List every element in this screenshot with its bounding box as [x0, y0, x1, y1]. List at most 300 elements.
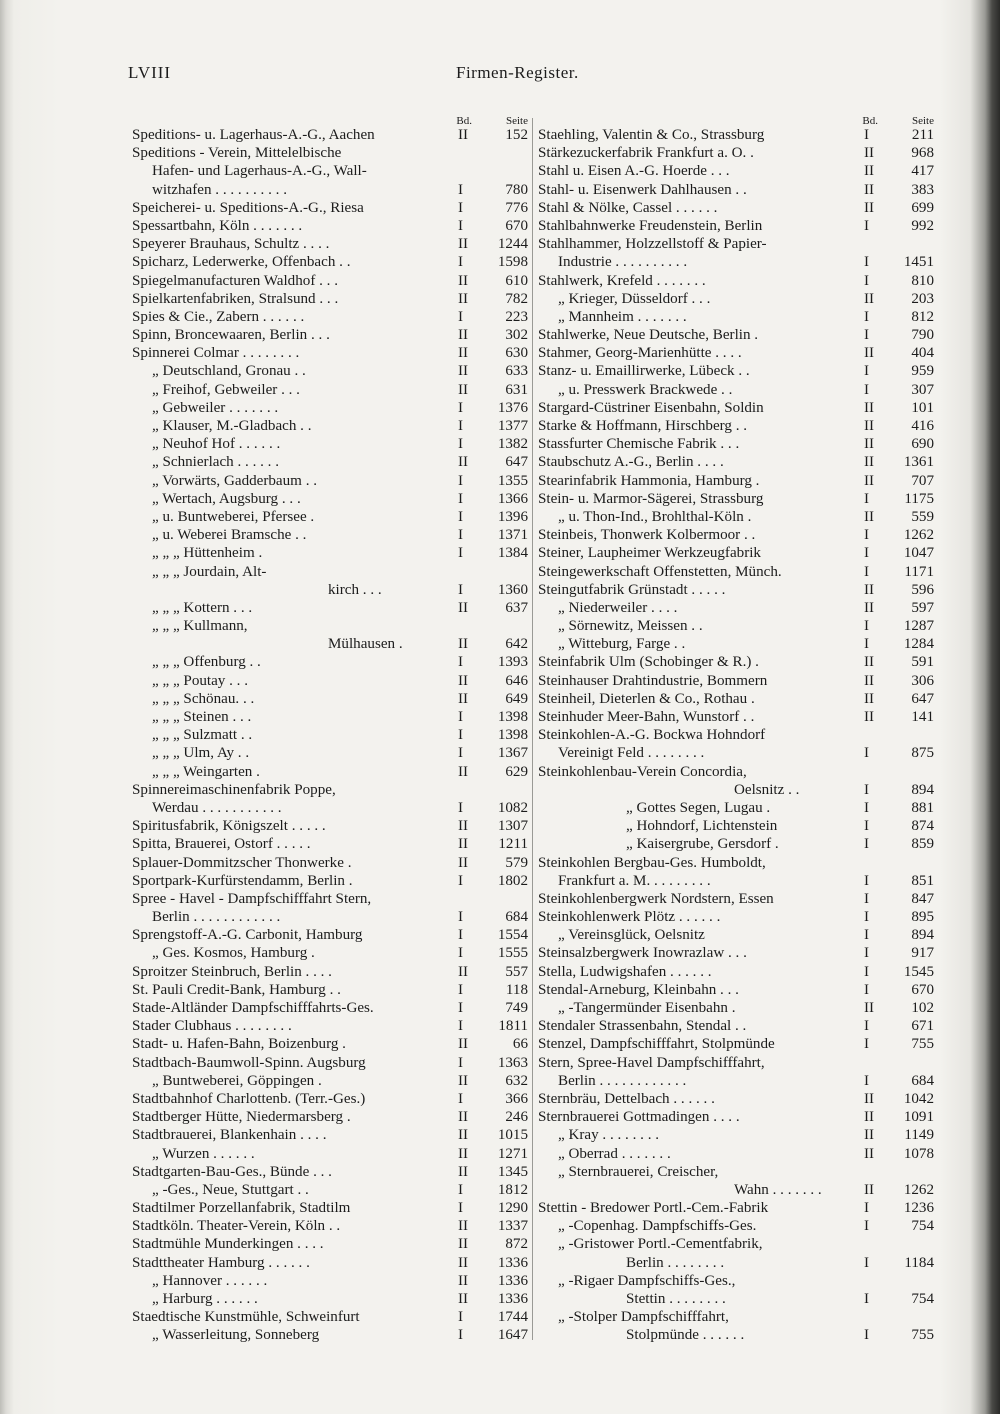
company-name: Spiritusfabrik, Königszelt . . . . .	[132, 818, 326, 835]
register-entry	[132, 963, 528, 981]
volume-number: I	[458, 927, 464, 944]
volume-number: I	[458, 799, 464, 816]
company-name: Staedtische Kunstmühle, Schweinfurt	[132, 1309, 360, 1326]
volume-number: II	[458, 818, 469, 835]
company-name: Stadtgarten-Bau-Ges., Bünde . . .	[132, 1163, 332, 1180]
page-reference: 812	[911, 308, 934, 325]
register-entry	[132, 926, 528, 944]
page-reference: 810	[911, 272, 934, 289]
volume-number: I	[864, 963, 870, 980]
page-reference: 1812	[497, 1181, 528, 1198]
register-entry	[538, 1326, 934, 1344]
volume-number: I	[458, 909, 464, 926]
company-name: Stader Clubhaus . . . . . . . .	[132, 1018, 292, 1035]
register-entry	[132, 1217, 528, 1235]
register-entry	[538, 872, 934, 890]
company-name: Stadttheater Hamburg . . . . . .	[132, 1254, 310, 1271]
company-name: Stahlbahnwerke Freudenstein, Berlin	[538, 217, 763, 234]
page-reference: 894	[911, 781, 934, 798]
page-reference: 1371	[497, 527, 528, 544]
company-name: „ Wertach, Augsburg . . .	[152, 490, 301, 507]
page-reference: 246	[505, 1109, 528, 1126]
page-number: LVIII	[128, 63, 172, 82]
register-entry	[538, 526, 934, 544]
volume-number: II	[864, 508, 875, 525]
register-entry	[132, 1254, 528, 1272]
volume-number: I	[864, 254, 870, 271]
volume-number: I	[458, 254, 464, 271]
page-reference: 894	[911, 927, 934, 944]
volume-number: II	[458, 1127, 469, 1144]
company-name: „ Kaisergrube, Gersdorf .	[626, 836, 779, 853]
volume-number: I	[458, 436, 464, 453]
volume-number: II	[458, 1218, 469, 1235]
company-name: Steinkohlenbau-Verein Concordia,	[538, 763, 747, 780]
register-entry	[538, 235, 934, 253]
company-name: Speicherei- u. Speditions-A.-G., Riesa	[132, 199, 364, 216]
company-name: „ Harburg . . . . . .	[152, 1291, 258, 1307]
page-reference: 684	[505, 909, 528, 926]
page-reference: 690	[911, 436, 934, 453]
page-reference: 1262	[903, 527, 934, 544]
volume-number: I	[458, 1054, 464, 1071]
company-name: „ Mannheim . . . . . . .	[558, 308, 687, 325]
volume-number: II	[458, 381, 469, 398]
page-reference: 1336	[497, 1254, 528, 1271]
page-reference: 642	[505, 636, 528, 653]
company-name: „ „ „ Kullmann,	[152, 618, 248, 635]
page-reference: 1393	[497, 654, 528, 671]
volume-number: II	[864, 163, 875, 180]
volume-number: I	[864, 327, 870, 344]
volume-number: I	[864, 1291, 870, 1307]
page-reference: 579	[505, 854, 528, 871]
register-entry	[132, 726, 528, 744]
volume-number: I	[864, 1327, 870, 1344]
company-name: Stadtbrauerei, Blankenhain . . . .	[132, 1127, 327, 1144]
register-entry	[538, 1272, 934, 1290]
volume-number: II	[458, 363, 469, 380]
register-entry	[538, 1254, 934, 1272]
company-name: Mülhausen .	[328, 636, 403, 653]
register-entry	[538, 1017, 934, 1035]
volume-number: II	[864, 290, 875, 307]
register-entry	[132, 944, 528, 962]
volume-number: I	[458, 727, 464, 744]
register-entry	[132, 1199, 528, 1217]
register-entry	[538, 217, 934, 235]
register-entry	[538, 1108, 934, 1126]
company-name: Steinhauser Drahtindustrie, Bommern	[538, 672, 768, 689]
page-reference: 383	[911, 181, 934, 198]
volume-number: I	[458, 1018, 464, 1035]
company-name: „ u. Weberei Bramsche . .	[152, 527, 307, 544]
page-reference: 684	[911, 1072, 934, 1089]
volume-number: I	[864, 981, 870, 998]
volume-number: I	[864, 217, 870, 234]
company-name: Speditions - Verein, Mittelelbische	[132, 145, 342, 162]
page-reference: 670	[911, 981, 934, 998]
company-name: St. Pauli Credit-Bank, Hamburg . .	[132, 981, 341, 998]
volume-number: I	[458, 745, 464, 762]
page-reference: 1236	[903, 1200, 934, 1217]
company-name: Steinkohlen Bergbau-Ges. Humboldt,	[538, 854, 766, 871]
company-name: „ Freihof, Gebweiler . . .	[152, 381, 300, 398]
company-name: Sproitzer Steinbruch, Berlin . . . .	[132, 963, 332, 980]
register-entry	[538, 672, 934, 690]
volume-number: I	[864, 872, 870, 889]
page-reference: 559	[911, 508, 934, 525]
register-entry	[132, 399, 528, 417]
volume-number: I	[864, 308, 870, 325]
page-reference: 1744	[497, 1309, 528, 1326]
page-reference: 749	[505, 1000, 528, 1016]
company-name: Werdau . . . . . . . . . . .	[152, 799, 282, 816]
register-entry	[538, 1035, 934, 1053]
register-entry	[538, 581, 934, 599]
page-reference: 754	[911, 1291, 934, 1307]
register-entry	[132, 308, 528, 326]
volume-number: II	[864, 1109, 875, 1126]
page-reference: 118	[505, 981, 528, 998]
page-reference: 306	[911, 672, 934, 689]
page-reference: 776	[505, 199, 528, 216]
register-entry	[538, 253, 934, 271]
company-name: Stein- u. Marmor-Sägerei, Strassburg	[538, 490, 764, 507]
page-reference: 895	[911, 909, 934, 926]
register-entry	[538, 399, 934, 417]
page-reference: 1149	[904, 1127, 934, 1144]
company-name: Stern, Spree-Havel Dampfschifffahrt,	[538, 1054, 765, 1071]
company-name: „ „ „ Jourdain, Alt-	[152, 563, 267, 580]
register-entry	[538, 1126, 934, 1144]
register-entry	[538, 1217, 934, 1235]
company-name: „ Buntweberei, Göppingen .	[152, 1072, 322, 1089]
register-entry	[132, 381, 528, 399]
company-name: „ u. Presswerk Brackwede . .	[558, 381, 733, 398]
volume-number: II	[864, 690, 875, 707]
volume-number: I	[458, 308, 464, 325]
company-name: Stadtberger Hütte, Niedermarsberg .	[132, 1109, 351, 1126]
company-name: „ „ „ Weingarten .	[152, 763, 260, 780]
register-entry	[132, 981, 528, 999]
company-name: Frankfurt a. M. . . . . . . . .	[558, 872, 711, 889]
volume-number: I	[458, 1000, 464, 1016]
volume-number: I	[864, 1072, 870, 1089]
register-entry	[538, 617, 934, 635]
company-name: Stahlhammer, Holzzellstoff & Papier-	[538, 236, 767, 253]
page-header: Seite	[912, 115, 934, 127]
register-entry	[538, 544, 934, 562]
register-entry	[132, 1308, 528, 1326]
company-name: Stendaler Strassenbahn, Stendal . .	[538, 1018, 747, 1035]
page-reference: 1271	[497, 1145, 528, 1162]
register-entry	[538, 290, 934, 308]
register-entry	[132, 1145, 528, 1163]
company-name: Stella, Ludwigshafen . . . . . .	[538, 963, 712, 980]
company-name: Spree - Havel - Dampfschifffahrt Stern,	[132, 890, 372, 907]
register-entry	[538, 726, 934, 744]
page-reference: 859	[911, 836, 934, 853]
company-name: Spielkartenfabriken, Stralsund . . .	[132, 290, 339, 307]
volume-number: II	[864, 418, 875, 434]
company-name: Stärkezuckerfabrik Frankfurt a. O. .	[538, 145, 754, 162]
register-entry	[132, 1235, 528, 1253]
volume-number: I	[864, 1036, 870, 1053]
page-reference: 596	[911, 581, 934, 598]
volume-number: II	[458, 1109, 469, 1126]
page-reference: 417	[911, 163, 934, 180]
page-reference: 755	[911, 1036, 934, 1053]
volume-number: I	[458, 472, 464, 489]
register-entry	[538, 854, 934, 872]
company-name: Sprengstoff-A.-G. Carbonit, Hamburg	[132, 927, 363, 944]
company-name: „ Hannover . . . . . .	[152, 1272, 268, 1289]
page-reference: 1284	[903, 636, 934, 653]
register-entry	[132, 272, 528, 290]
volume-number: II	[458, 836, 469, 853]
company-name: Spessartbahn, Köln . . . . . . .	[132, 217, 303, 234]
company-name: „ Vorwärts, Gadderbaum . .	[152, 472, 318, 489]
page-reference: 1554	[497, 927, 528, 944]
register-entry	[538, 308, 934, 326]
volume-number: II	[864, 599, 875, 616]
company-name: Stearinfabrik Hammonia, Hamburg .	[538, 472, 760, 489]
page-reference: 1366	[497, 490, 528, 507]
register-entry	[132, 763, 528, 781]
register-entry	[132, 1181, 528, 1199]
page-reference: 782	[505, 290, 528, 307]
volume-number: II	[458, 1163, 469, 1180]
register-entry	[538, 781, 934, 799]
register-entry	[538, 653, 934, 671]
page-reference: 1647	[497, 1327, 528, 1344]
page-reference: 872	[505, 1236, 528, 1253]
register-entry	[538, 1072, 934, 1090]
page-reference: 1376	[497, 399, 528, 416]
company-name: Stadtilmer Porzellanfabrik, Stadtilm	[132, 1200, 351, 1217]
register-entry	[132, 817, 528, 835]
volume-number: II	[864, 709, 875, 725]
page-reference: 1184	[904, 1254, 934, 1271]
page-reference: 404	[911, 345, 934, 362]
volume-number: II	[864, 672, 875, 689]
volume-number: I	[864, 381, 870, 398]
company-name: „ Deutschland, Gronau . .	[152, 363, 306, 380]
register-entry	[132, 508, 528, 526]
company-name: witzhafen . . . . . . . . . .	[152, 181, 287, 198]
volume-number: II	[458, 1291, 469, 1307]
volume-number: I	[458, 527, 464, 544]
page-reference: 1598	[497, 254, 528, 271]
volume-number: I	[864, 618, 870, 635]
register-entry	[132, 472, 528, 490]
company-name: Stargard-Cüstriner Eisenbahn, Soldin	[538, 399, 764, 416]
page-reference: 1363	[497, 1054, 528, 1071]
register-entry	[132, 417, 528, 435]
company-name: Spies & Cie., Zabern . . . . . .	[132, 308, 305, 325]
register-entry	[132, 581, 528, 599]
page-reference: 649	[505, 690, 528, 707]
volume-number: I	[864, 1218, 870, 1235]
register-entry	[538, 799, 934, 817]
page-reference: 416	[911, 418, 934, 434]
company-name: kirch . . .	[328, 581, 382, 598]
volume-number: I	[864, 563, 870, 580]
company-name: Steinkohlenbergwerk Nordstern, Essen	[538, 890, 774, 907]
volume-number: II	[864, 472, 875, 489]
company-name: Stadtmühle Munderkingen . . . .	[132, 1236, 324, 1253]
page-reference: 631	[505, 381, 528, 398]
column-header	[538, 110, 934, 126]
volume-number: II	[864, 1145, 875, 1162]
register-entry	[538, 744, 934, 762]
register-entry	[132, 1163, 528, 1181]
volume-number: II	[864, 1090, 875, 1107]
volume-number: I	[458, 1327, 464, 1344]
volume-number: I	[864, 818, 870, 835]
volume-number: I	[864, 527, 870, 544]
register-entry	[132, 344, 528, 362]
volume-number: II	[458, 599, 469, 616]
page-reference: 610	[505, 272, 528, 289]
register-entry	[538, 344, 934, 362]
register-entry	[538, 890, 934, 908]
volume-number: I	[864, 799, 870, 816]
page-reference: 102	[911, 1000, 934, 1016]
page-reference: 1377	[497, 418, 528, 434]
column-divider	[532, 118, 533, 1340]
page-reference: 1336	[497, 1291, 528, 1307]
page-reference: 968	[911, 145, 934, 162]
register-entry	[132, 908, 528, 926]
page-title: Firmen-Register.	[456, 63, 579, 82]
volume-number: II	[864, 1127, 875, 1144]
company-name: Starke & Hoffmann, Hirschberg . .	[538, 418, 748, 434]
page-reference: 1811	[498, 1018, 528, 1035]
volume-number: II	[458, 127, 469, 143]
company-name: Staubschutz A.-G., Berlin . . . .	[538, 454, 724, 471]
register-entry	[132, 362, 528, 380]
page-reference: 875	[911, 745, 934, 762]
column-header	[132, 110, 528, 126]
company-name: Stahl u. Eisen A.-G. Hoerde . . .	[538, 163, 730, 180]
volume-number: II	[458, 345, 469, 362]
volume-number: I	[864, 836, 870, 853]
page-reference: 707	[911, 472, 934, 489]
page-reference: 203	[911, 290, 934, 307]
company-name: Spicharz, Lederwerke, Offenbach . .	[132, 254, 351, 271]
company-name: Stanz- u. Emaillirwerke, Lübeck . .	[538, 363, 750, 380]
company-name: Sportpark-Kurfürstendamm, Berlin .	[132, 872, 353, 889]
register-entry	[132, 799, 528, 817]
volume-number: I	[864, 1018, 870, 1035]
page-reference: 597	[911, 599, 934, 616]
volume-number: II	[864, 1181, 875, 1198]
volume-number: I	[864, 890, 870, 907]
company-name: Hafen- und Lagerhaus-A.-G., Wall-	[152, 163, 367, 180]
page-reference: 1337	[497, 1218, 528, 1235]
company-name: Stadt- u. Hafen-Bahn, Boizenburg .	[132, 1036, 346, 1053]
page-reference: 1078	[903, 1145, 934, 1162]
register-entry	[132, 1290, 528, 1308]
company-name: „ Wurzen . . . . . .	[152, 1145, 255, 1162]
company-name: „ Kray . . . . . . . .	[558, 1127, 660, 1144]
page-reference: 366	[505, 1090, 528, 1107]
volume-number: II	[864, 654, 875, 671]
company-name: Spinnereimaschinenfabrik Poppe,	[132, 781, 336, 798]
volume-number: II	[458, 963, 469, 980]
register-entry	[132, 490, 528, 508]
volume-number: I	[458, 490, 464, 507]
register-entry	[132, 653, 528, 671]
company-name: Spiegelmanufacturen Waldhof . . .	[132, 272, 338, 289]
register-entry	[132, 235, 528, 253]
company-name: Spinnerei Colmar . . . . . . . .	[132, 345, 300, 362]
register-entry	[538, 944, 934, 962]
company-name: „ „ „ Schönau. . .	[152, 690, 255, 707]
page-reference: 847	[911, 890, 934, 907]
register-entry	[538, 708, 934, 726]
register-entry	[538, 144, 934, 162]
register-entry	[538, 162, 934, 180]
register-entry	[132, 199, 528, 217]
company-name: Berlin . . . . . . . .	[626, 1254, 725, 1271]
page-reference: 670	[505, 217, 528, 234]
page-reference: 755	[911, 1327, 934, 1344]
page-reference: 647	[505, 454, 528, 471]
register-entry	[538, 435, 934, 453]
volume-number: I	[864, 909, 870, 926]
company-name: Wahn . . . . . . .	[734, 1181, 822, 1198]
register-entry	[538, 763, 934, 781]
company-name: „ -Gristower Portl.-Cementfabrik,	[558, 1236, 763, 1253]
company-name: Stendal-Arneburg, Kleinbahn . . .	[538, 981, 739, 998]
volume-number: I	[864, 745, 870, 762]
register-entry	[538, 1290, 934, 1308]
page-reference: 699	[911, 199, 934, 216]
register-entry	[132, 563, 528, 581]
company-name: „ Klauser, M.-Gladbach . .	[152, 418, 312, 434]
company-name: „ -Rigaer Dampfschiffs-Ges.,	[558, 1272, 736, 1289]
register-entry	[538, 1199, 934, 1217]
page-reference: 790	[911, 327, 934, 344]
register-entry	[538, 1090, 934, 1108]
page-reference: 1545	[903, 963, 934, 980]
volume-number: II	[458, 1036, 469, 1053]
page-reference: 874	[911, 818, 934, 835]
register-entry	[538, 635, 934, 653]
page-reference: 1361	[903, 454, 934, 471]
register-entry	[132, 1108, 528, 1126]
page-reference: 1384	[497, 545, 528, 562]
volume-number: II	[458, 1272, 469, 1289]
page-reference: 223	[505, 308, 528, 325]
volume-number: II	[458, 690, 469, 707]
company-name: „ Hohndorf, Lichtenstein	[626, 818, 778, 835]
register-entry	[538, 199, 934, 217]
company-name: „ Gebweiler . . . . . . .	[152, 399, 279, 416]
volume-number: II	[458, 854, 469, 871]
page-reference: 1082	[497, 799, 528, 816]
page-reference: 1042	[903, 1090, 934, 1107]
register-entry	[538, 490, 934, 508]
company-name: Berlin . . . . . . . . . . . .	[558, 1072, 687, 1089]
register-entry	[132, 708, 528, 726]
register-entry	[132, 599, 528, 617]
page-reference: 881	[911, 799, 934, 816]
page-reference: 101	[911, 399, 934, 416]
